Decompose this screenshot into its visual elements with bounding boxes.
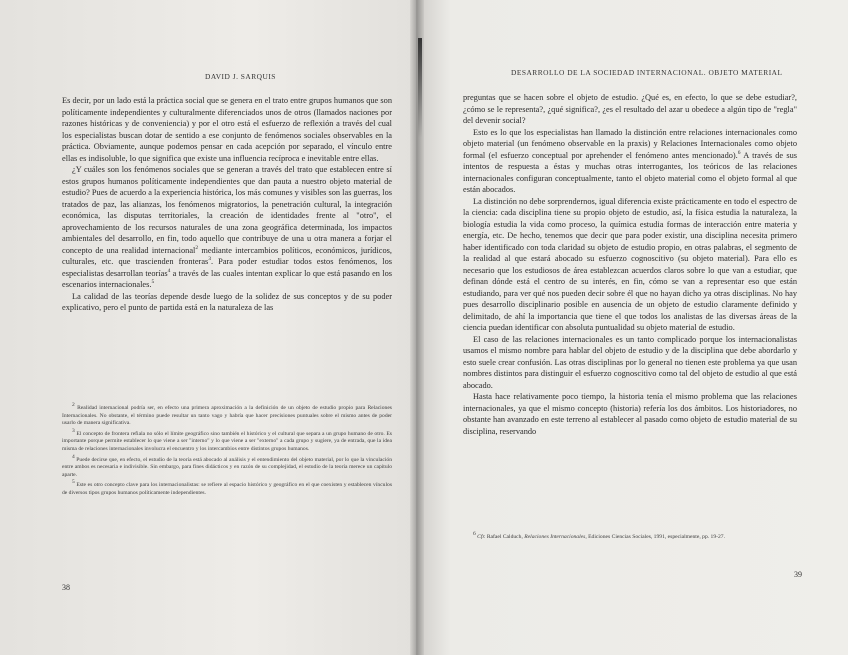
left-footnotes [62,402,392,501]
right-body-text [463,92,797,437]
note-ref: 3 [208,256,212,263]
paragraph: El caso de las relaciones internacionales es un tanto complicado porque los internacionalistas usamos el mismo nombre para hablar del objeto de estudio y de la disciplina que debe abordarlo y esto suele crear confusión. Las otras disciplinas por lo general no tienen este problema ya que usan nombres distintos para distinguir el esfuerzo cognoscitivo como tal del objeto de estudio al que está abocado. [463,334,797,390]
paragraph: preguntas que se hacen sobre el objeto de estudio. ¿Qué es, en efecto, lo que se debe estudiar?, ¿cómo se le representa?, ¿qué significa?, ¿es el resultado del azar u obedece a algún tipo de "regla" del devenir social? [463,93,797,125]
paragraph: La distinción no debe sorprendernos, igual diferencia existe prácticamente en todo el espectro de la ciencia: cada disciplina tiene su propio objeto de estudio, así, la física estudia la naturaleza, la biología estudia la vida como proceso, la química estudia formas de interacción entre materia y energía, etc. De hecho, tenemos que decir que para poder existir, una disciplina necesita primero haber identificado con toda claridad su objeto de estudio propio, en otras palabras, el segmento de la realidad al que estará abocado su esfuerzo cognoscitivo (su objeto material). Para ello es necesario que los estudiosos de área establezcan acuerdos claros sobre lo que van a estudiar, que definan dónde está el centro de su interés, en fin, cómo se van a representar eso que están estudiando, para ver qué nos pueden decir sobre él que no hayan dicho ya otras disciplinas. No hay pues desarrollo disciplinario posible en ausencia de un objeto de estudio claramente definido y delimitado, de ahí la importancia que tiene el que todos los analistas de las diversas áreas de la ciencia puedan identificar con absoluta puntualidad su objeto material de estudio. [463,196,797,332]
paragraph: La calidad de las teorías depende desde luego de la solidez de sus conceptos y de su poder explicativo, pero el punto de partida está en la naturaleza de las [62,291,392,312]
paragraph: Esto es lo que los especialistas han llamado la distinción entre relaciones internacionales como objeto material (un fenómeno observable en la praxis) y Relaciones Internacionales como objeto formal (el esfuerzo conceptual por aprehender el fenómeno antes mencionado).$^6$ A través de sus intentos de respuesta a éstas y muchas otras interrogantes, los teóricos de las relaciones internacionales configuran conceptualmente, tanto el objeto material como el objeto formal al que están abocados. [463,127,797,194]
footnote: $^4$ Puede decirse que, en efecto, el estudio de la teoría está abocado al análisis y el entendimiento del objeto material, por lo que la vinculación entre ambos es necesaria e indivisible. Sin embargo, para fines didácticos y en razón de su complejidad, el estudio de la teoría merece un capítulo aparte. [62,453,392,478]
running-head-chapter: DESARROLLO DE LA SOCIEDAD INTERNACIONAL. OBJETO MATERIAL [511,68,783,77]
gutter-scan-mark [418,38,422,138]
note-ref: 6 [737,149,741,156]
paragraph: ¿Y cuáles son los fenómenos sociales que se generan a través del trato que establecen entre sí estos grupos humanos políticamente independientes que dan pauta a nuestro objeto material de estudio? Pues de acuerdo a la experiencia histórica, los más comunes y visibles son las guerras, los tratados de paz, las alianzas, los fenómenos migratorios, la penetración cultural, la integración económica, las disputas territoriales, la creación de identidades frente al "otro", el aprovechamiento de los recursos naturales de una zona geográfica determinada, los impactos ambientales del desarrollo, en fin, todo aquello que contribuye de una u otra manera a forjar el concepto de una realidad internacional$^2$ mediante intercambios políticos, económicos, jurídicos, culturales, etc. que trascienden fronteras$^3$. Para poder estudiar todos estos fenómenos, los especialistas desarrollan teorías$^4$ a través de las cuales intentan explicar lo que está pasando en los escenarios internacionales.$^5$ [62,165,392,289]
note-ref: 5 [151,279,155,286]
right-footnotes [463,531,797,545]
right-page [416,0,848,655]
page-number-right: 39 [794,570,802,579]
footnote: $^5$ Este es otro concepto clave para los internacionalistas: se refiere al espacio histórico y geográfico en el que coexisten y establecen vínculos de diversos tipos grupos humanos políticamente independientes. [62,479,392,496]
running-head-author: DAVID J. SARQUIS [205,72,276,81]
footnote: $^2$ Realidad internacional podría ser, en efecto una primera aproximación a la definición de un objeto de estudio propio para Relaciones Internacionales. No obstante, el término puede resultar un tanto vago y habría que hacer precisiones puntuales sobre el mismo antes de poder usarlo de manera significativa. [62,402,392,427]
footnote: $^3$ El concepto de frontera refiala no sólo el límite geográfico sino también el histórico y el cultural que separa a un grupo humano de otro. Es importante porque permite establecer lo que viene a ser "interno" y lo que viene a ser "externo" a cada grupo y sugiere, ya de entrada, que la idea misma de relaciones internacionales involucra el encuentro y los intercambios entre distintos grupos humanos. [62,427,392,452]
paragraph: Es decir, por un lado está la práctica social que se genera en el trato entre grupos humanos que son políticamente independientes y culturalmente diferenciados unos de otros (llamados naciones por razones históricas y de conveniencia) y por el otro está el esfuerzo de reflexión a través del cual los especialistas buscan dotar de sentido a ese conjunto de fenómenos sociales observables en la práctica. Obviamente, aunque podemos pensar en cada acepción por separado, el vínculo entre ellas es indisoluble, lo que significa que existe una influencia recíproca e inevitable entre ellas. [62,96,392,163]
note-ref: 4 [167,267,171,274]
left-body-text [62,95,392,314]
paragraph: Hasta hace relativamente poco tiempo, la historia tenía el mismo problema que las relaciones internacionales, ya que el mismo concepto (historia) refería los dos ámbitos. Los historiadores, no obstante han avanzado en este terreno al establecer al pasado como objeto de estudio material de su disciplina, reservando [463,392,797,436]
left-page [0,0,416,655]
note-ref: 2 [195,244,199,251]
footnote: $^6$ Cfr. Rafael Calduch, Relaciones Internacionales, Ediciones Ciencias Sociales, 1991, especialmente, pp. 19-27. [473,531,725,540]
page-number-left: 38 [62,583,70,592]
